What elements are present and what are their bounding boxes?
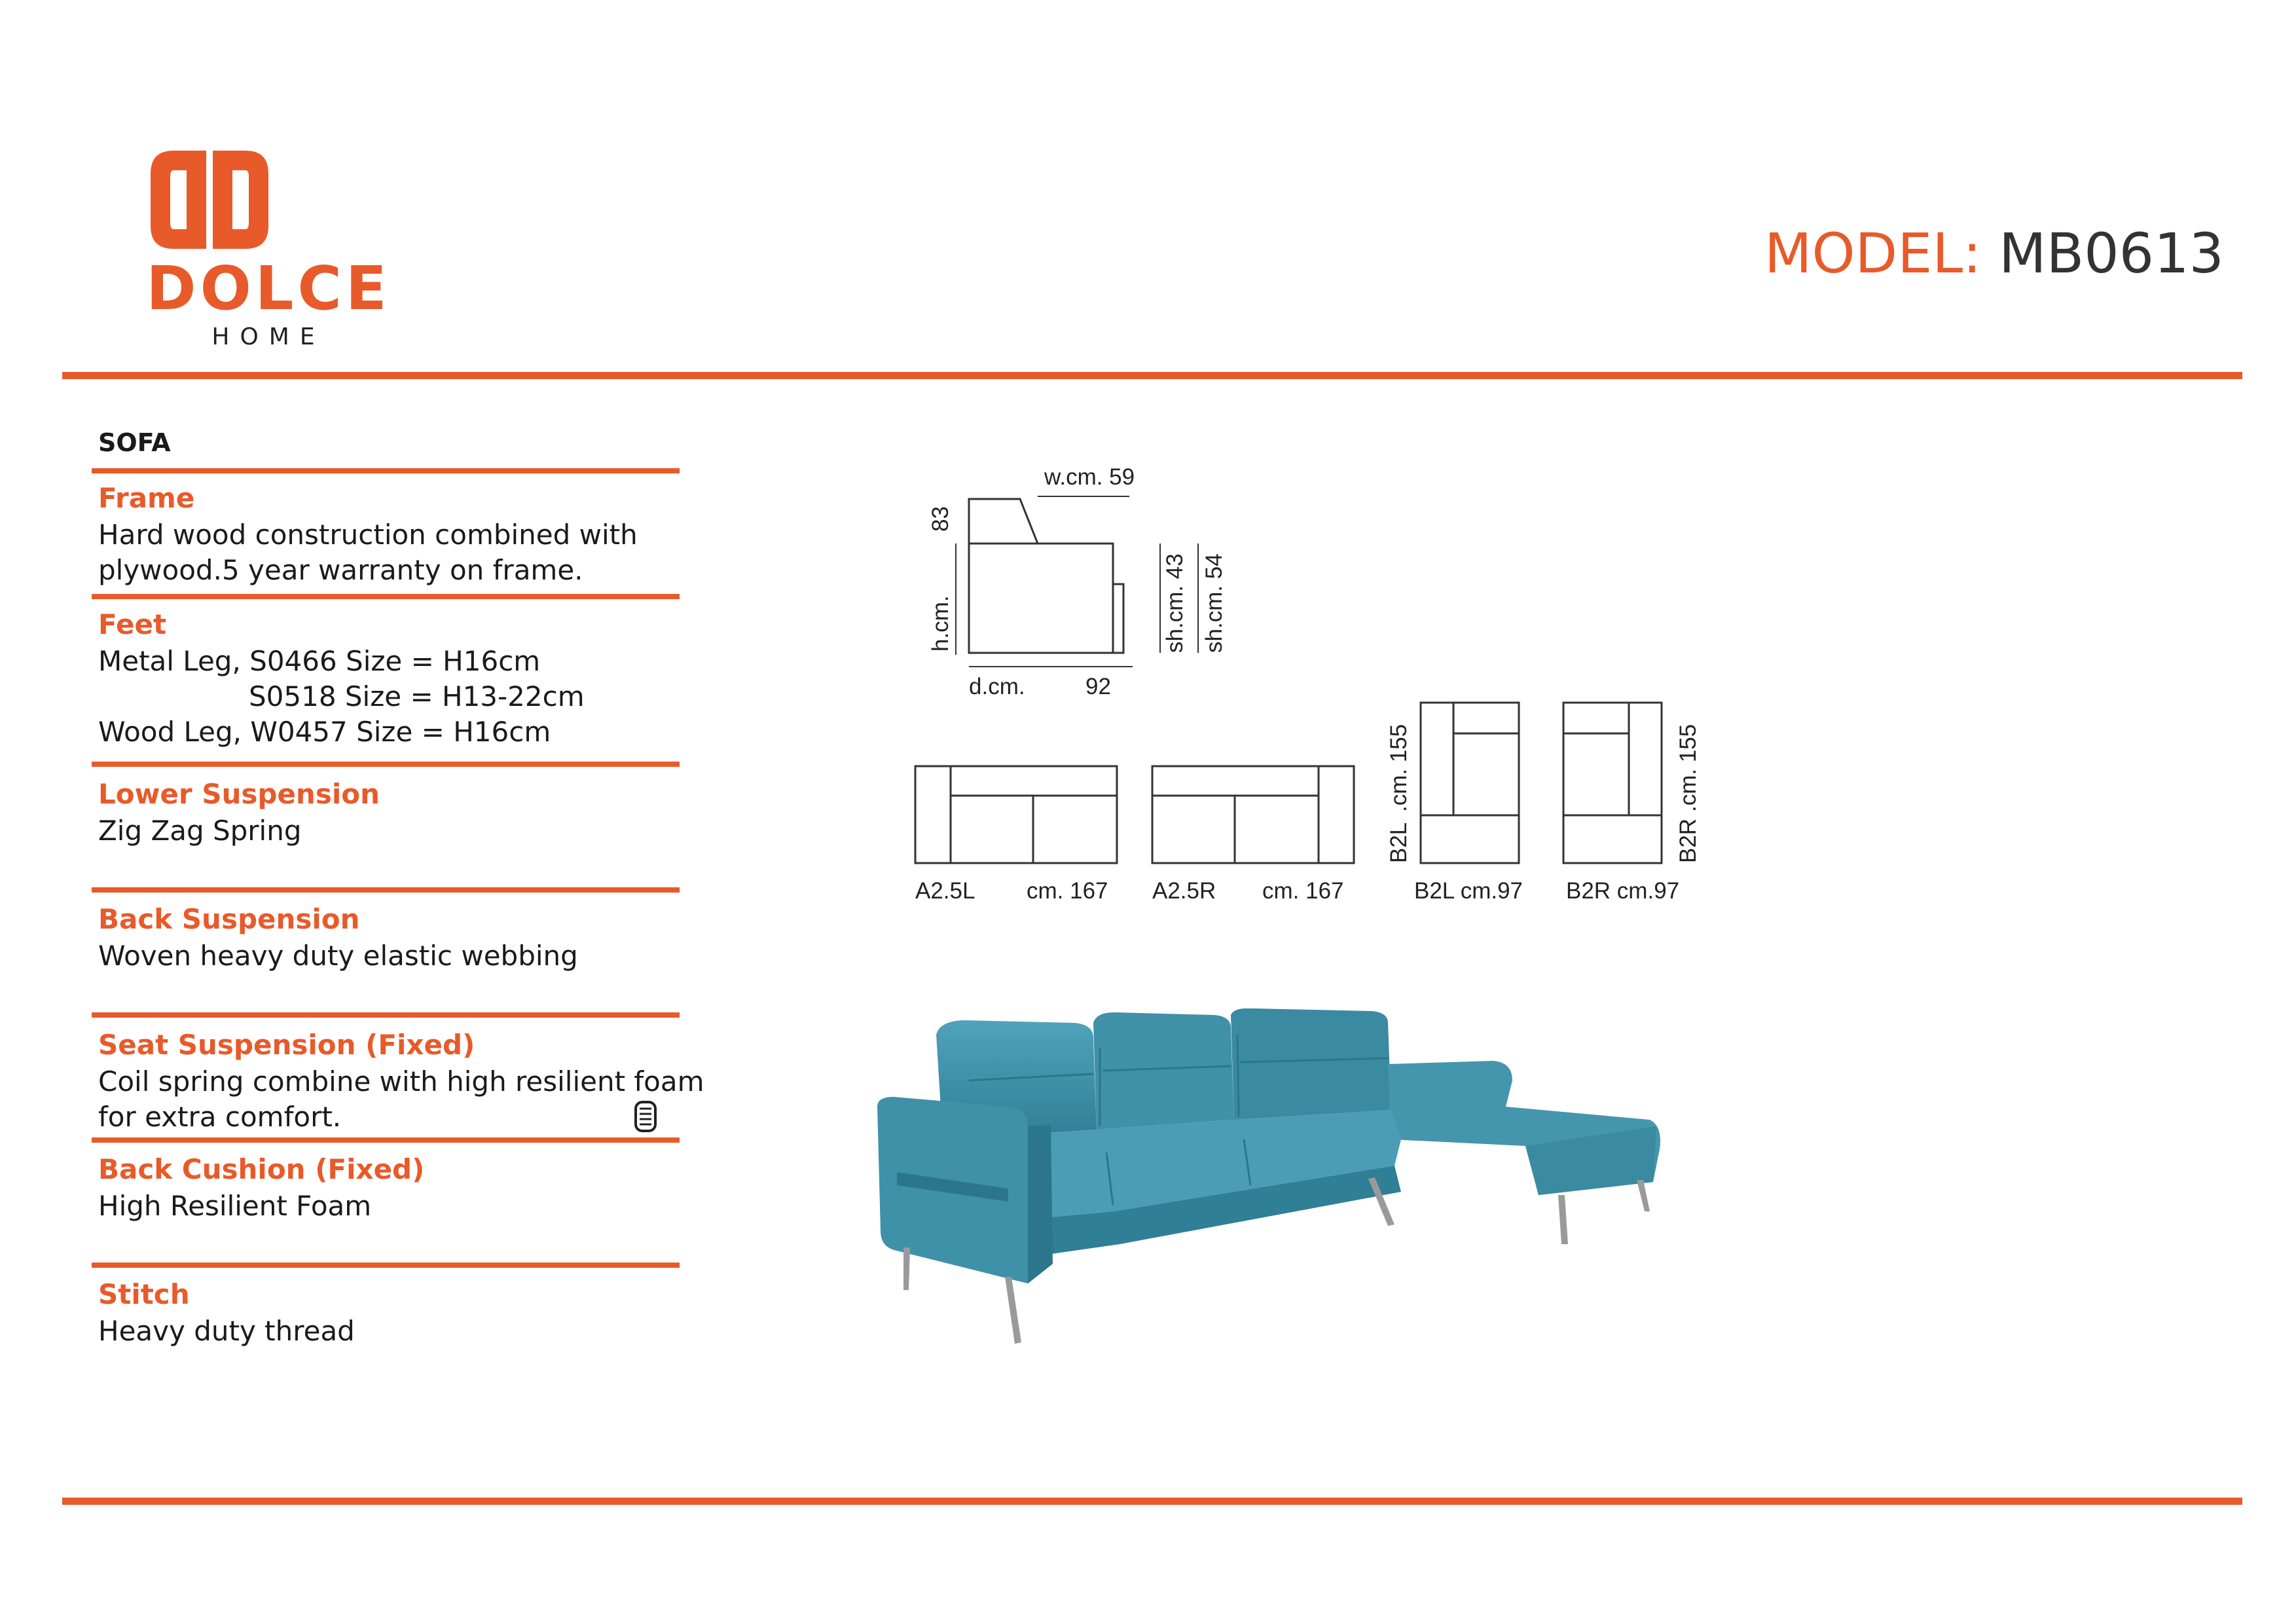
spec-heading-seat-suspension: Seat Suspension (Fixed) <box>98 1029 475 1061</box>
spec-text-feet-1: Metal Leg, S0466 Size = H16cm <box>98 645 541 677</box>
spec-text-feet-2: S0518 Size = H13-22cm <box>249 680 585 712</box>
a25r-size: cm. 167 <box>1262 878 1344 904</box>
spec-text-lower-suspension: Zig Zag Spring <box>98 815 302 847</box>
coil-spring-icon <box>634 1100 657 1133</box>
spec-divider <box>92 1012 680 1018</box>
side-profile-leg <box>1113 584 1123 653</box>
height-label: h.cm. <box>928 595 953 652</box>
spec-heading-back-suspension: Back Suspension <box>98 903 360 935</box>
spec-heading-stitch: Stitch <box>98 1278 190 1310</box>
brand-name: DOLCE <box>146 253 391 323</box>
a25l-size: cm. 167 <box>1027 878 1108 904</box>
height-value: 83 <box>928 506 953 532</box>
b2r-side-size: .cm. 155 <box>1675 724 1701 812</box>
sofa-product-photo <box>877 1008 1663 1349</box>
spec-text-back-suspension: Woven heavy duty elastic webbing <box>98 940 578 972</box>
b2l-side-code: B2L <box>1386 822 1412 863</box>
spec-heading-back-cushion: Back Cushion (Fixed) <box>98 1153 425 1185</box>
b2l-plan <box>1421 703 1519 863</box>
spec-text-frame-2: plywood.5 year warranty on frame. <box>98 554 583 586</box>
depth-label: d.cm. <box>969 674 1025 699</box>
b2l-side-size: .cm. 155 <box>1386 724 1412 812</box>
bottom-divider <box>62 1498 2242 1505</box>
spec-text-seat-suspension-2: for extra comfort. <box>98 1101 342 1133</box>
seat-height-1: sh.cm. 43 <box>1162 553 1188 653</box>
spec-divider <box>92 594 680 599</box>
depth-top-label: w.cm. 59 <box>1044 464 1135 490</box>
dolce-logo-mark <box>147 147 390 252</box>
spec-divider <box>92 468 680 473</box>
a25l-plan <box>915 766 1117 863</box>
spec-text-frame-1: Hard wood construction combined with <box>98 519 638 551</box>
spec-heading-feet: Feet <box>98 608 167 640</box>
spec-text-feet-3: Wood Leg, W0457 Size = H16cm <box>98 716 551 748</box>
brand-subtitle: HOME <box>211 323 325 350</box>
side-profile-outline <box>969 499 1113 653</box>
a25l-code: A2.5L <box>915 878 975 904</box>
spec-text-back-cushion: High Resilient Foam <box>98 1190 372 1222</box>
dimension-diagrams <box>890 458 1741 930</box>
b2r-plan <box>1563 703 1662 863</box>
spec-text-stitch: Heavy duty thread <box>98 1315 355 1347</box>
spec-heading-lower-suspension: Lower Suspension <box>98 778 380 810</box>
depth-value: 92 <box>1085 674 1111 699</box>
a25r-code: A2.5R <box>1152 878 1216 904</box>
spec-text-seat-suspension-1: Coil spring combine with high resilient foam <box>98 1065 704 1098</box>
spec-divider <box>92 1137 680 1143</box>
spec-divider <box>92 887 680 893</box>
spec-heading-frame: Frame <box>98 482 195 514</box>
top-divider <box>62 372 2242 379</box>
model-value: MB0613 <box>1999 221 2224 286</box>
spec-divider <box>92 762 680 767</box>
a25r-plan <box>1152 766 1354 863</box>
spec-divider <box>92 1263 680 1268</box>
seat-height-2: sh.cm. 54 <box>1201 553 1227 653</box>
model-label: MODEL: <box>1764 221 1982 286</box>
b2r-side-code: B2R <box>1675 818 1701 863</box>
product-type: SOFA <box>98 428 171 457</box>
b2r-label: B2R cm.97 <box>1566 878 1680 904</box>
model-title <box>1764 221 2224 286</box>
b2l-label: B2L cm.97 <box>1414 878 1523 904</box>
